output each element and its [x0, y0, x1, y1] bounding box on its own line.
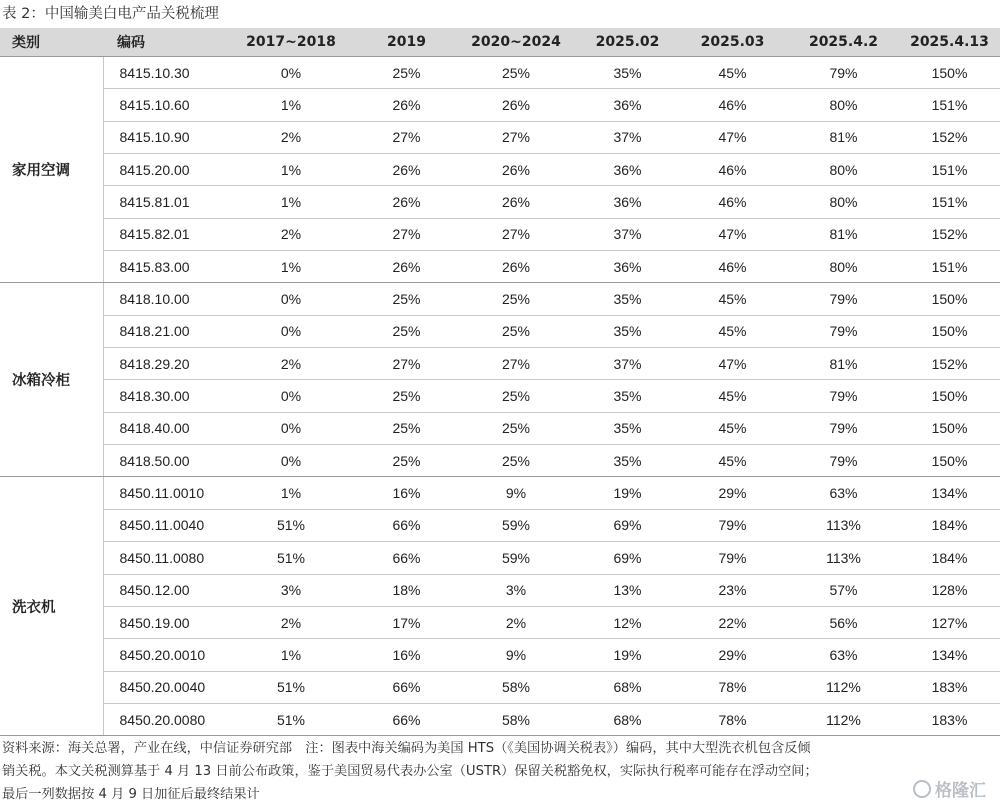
tariff-rate-cell: 68% [578, 703, 677, 735]
tariff-rate-cell: 25% [359, 445, 454, 477]
tariff-rate-cell: 80% [788, 89, 899, 121]
hts-code-cell: 8450.20.0080 [103, 703, 223, 735]
source-note [2, 737, 994, 806]
tariff-rate-cell: 47% [677, 348, 788, 380]
tariff-rate-cell: 0% [223, 412, 359, 444]
tariff-rate-cell: 150% [899, 315, 1000, 347]
tariff-rate-cell: 2% [223, 348, 359, 380]
table-row [0, 671, 1000, 703]
tariff-rate-cell: 184% [899, 542, 1000, 574]
tariff-rate-cell: 0% [223, 57, 359, 89]
tariff-rate-cell: 2% [223, 218, 359, 250]
tariff-rate-cell: 2% [454, 606, 578, 638]
tariff-rate-cell: 46% [677, 186, 788, 218]
tariff-rate-cell: 35% [578, 380, 677, 412]
tariff-rate-cell: 26% [454, 89, 578, 121]
tariff-rate-cell: 151% [899, 89, 1000, 121]
tariff-rate-cell: 47% [677, 121, 788, 153]
tariff-rate-cell: 27% [454, 121, 578, 153]
header-2019: 2019 [359, 28, 454, 57]
tariff-rate-cell: 22% [677, 606, 788, 638]
tariff-rate-cell: 27% [454, 348, 578, 380]
tariff-rate-cell: 183% [899, 671, 1000, 703]
tariff-rate-cell: 27% [359, 121, 454, 153]
header-row [0, 28, 1000, 57]
tariff-rate-cell: 25% [454, 283, 578, 315]
tariff-rate-cell: 25% [454, 380, 578, 412]
table-row [0, 380, 1000, 412]
tariff-rate-cell: 150% [899, 283, 1000, 315]
hts-code-cell: 8450.11.0040 [103, 509, 223, 541]
tariff-rate-cell: 1% [223, 251, 359, 283]
tariff-rate-cell: 12% [578, 606, 677, 638]
tariff-rate-cell: 45% [677, 380, 788, 412]
hts-code-cell: 8418.10.00 [103, 283, 223, 315]
tariff-rate-cell: 1% [223, 89, 359, 121]
table-row [0, 121, 1000, 153]
category-cell: 家用空调 [0, 57, 103, 283]
tariff-rate-cell: 37% [578, 218, 677, 250]
tariff-rate-cell: 152% [899, 121, 1000, 153]
tariff-rate-cell: 56% [788, 606, 899, 638]
tariff-rate-cell: 35% [578, 283, 677, 315]
hts-code-cell: 8450.11.0010 [103, 477, 223, 509]
tariff-rate-cell: 151% [899, 154, 1000, 186]
tariff-rate-cell: 51% [223, 671, 359, 703]
header-2025-4-13: 2025.4.13 [899, 28, 1000, 57]
tariff-rate-cell: 81% [788, 348, 899, 380]
tariff-rate-cell: 63% [788, 477, 899, 509]
tariff-rate-cell: 1% [223, 186, 359, 218]
tariff-rate-cell: 45% [677, 315, 788, 347]
tariff-rate-cell: 59% [454, 509, 578, 541]
tariff-rate-cell: 46% [677, 251, 788, 283]
tariff-rate-cell: 134% [899, 477, 1000, 509]
table-row [0, 57, 1000, 89]
tariff-rate-cell: 51% [223, 509, 359, 541]
tariff-rate-cell: 68% [578, 671, 677, 703]
tariff-rate-cell: 35% [578, 445, 677, 477]
tariff-rate-cell: 37% [578, 121, 677, 153]
tariff-rate-cell: 79% [788, 445, 899, 477]
table-row [0, 606, 1000, 638]
tariff-rate-cell: 51% [223, 542, 359, 574]
tariff-rate-cell: 26% [359, 251, 454, 283]
tariff-rate-cell: 26% [454, 154, 578, 186]
tariff-rate-cell: 36% [578, 89, 677, 121]
tariff-rate-cell: 184% [899, 509, 1000, 541]
hts-code-cell: 8450.19.00 [103, 606, 223, 638]
header-category: 类别 [0, 28, 103, 57]
table-row [0, 89, 1000, 121]
tariff-rate-cell: 151% [899, 186, 1000, 218]
tariff-rate-cell: 26% [454, 186, 578, 218]
table-row [0, 412, 1000, 444]
header-2025-4-2: 2025.4.2 [788, 28, 899, 57]
hts-code-cell: 8415.81.01 [103, 186, 223, 218]
tariff-rate-cell: 19% [578, 639, 677, 671]
tariff-rate-cell: 25% [359, 57, 454, 89]
tariff-rate-cell: 1% [223, 154, 359, 186]
tariff-rate-cell: 150% [899, 57, 1000, 89]
table-row [0, 348, 1000, 380]
tariff-rate-cell: 112% [788, 703, 899, 735]
table-row [0, 251, 1000, 283]
tariff-rate-cell: 2% [223, 121, 359, 153]
hts-code-cell: 8415.10.60 [103, 89, 223, 121]
tariff-rate-cell: 25% [454, 412, 578, 444]
tariff-rate-cell: 151% [899, 251, 1000, 283]
header-2017-2018: 2017~2018 [223, 28, 359, 57]
tariff-rate-cell: 51% [223, 703, 359, 735]
header-code: 编码 [103, 28, 223, 57]
tariff-rate-cell: 25% [454, 445, 578, 477]
tariff-rate-cell: 2% [223, 606, 359, 638]
tariff-rate-cell: 0% [223, 315, 359, 347]
tariff-rate-cell: 45% [677, 283, 788, 315]
hts-code-cell: 8418.29.20 [103, 348, 223, 380]
tariff-rate-cell: 36% [578, 251, 677, 283]
tariff-rate-cell: 0% [223, 445, 359, 477]
table-row [0, 218, 1000, 250]
tariff-rate-cell: 23% [677, 574, 788, 606]
tariff-rate-cell: 45% [677, 57, 788, 89]
note-line: 销关税。本文关税测算基于 4 月 13 日前公布政策，鉴于美国贸易代表办公室（USTR）保留关税豁免权，实际执行税率可能存在浮动空间； [2, 764, 818, 779]
hts-code-cell: 8418.21.00 [103, 315, 223, 347]
tariff-rate-cell: 29% [677, 639, 788, 671]
hts-code-cell: 8450.11.0080 [103, 542, 223, 574]
table-row [0, 315, 1000, 347]
tariff-rate-cell: 79% [677, 509, 788, 541]
tariff-rate-cell: 25% [359, 315, 454, 347]
tariff-rate-cell: 35% [578, 315, 677, 347]
tariff-rate-cell: 36% [578, 186, 677, 218]
tariff-rate-cell: 80% [788, 251, 899, 283]
hts-code-cell: 8415.10.90 [103, 121, 223, 153]
tariff-rate-cell: 78% [677, 703, 788, 735]
tariff-rate-cell: 27% [359, 218, 454, 250]
tariff-rate-cell: 25% [359, 283, 454, 315]
table-row [0, 283, 1000, 315]
watermark-logo-icon [913, 780, 931, 798]
tariff-rate-cell: 26% [359, 154, 454, 186]
tariff-rate-cell: 9% [454, 477, 578, 509]
tariff-rate-cell: 59% [454, 542, 578, 574]
tariff-rate-cell: 79% [788, 380, 899, 412]
tariff-rate-cell: 26% [454, 251, 578, 283]
tariff-rate-cell: 150% [899, 412, 1000, 444]
header-2025-02: 2025.02 [578, 28, 677, 57]
category-cell: 洗衣机 [0, 477, 103, 736]
table-title: 表 2：中国输美白电产品关税梳理 [2, 6, 219, 22]
table-row [0, 542, 1000, 574]
tariff-rate-cell: 58% [454, 671, 578, 703]
tariff-rate-cell: 1% [223, 639, 359, 671]
tariff-rate-cell: 13% [578, 574, 677, 606]
tariff-rate-cell: 47% [677, 218, 788, 250]
tariff-rate-cell: 37% [578, 348, 677, 380]
tariff-rate-cell: 9% [454, 639, 578, 671]
table-row [0, 186, 1000, 218]
tariff-rate-cell: 183% [899, 703, 1000, 735]
tariff-rate-cell: 3% [223, 574, 359, 606]
hts-code-cell: 8450.20.0010 [103, 639, 223, 671]
table-row [0, 509, 1000, 541]
tariff-rate-cell: 79% [788, 283, 899, 315]
tariff-rate-cell: 16% [359, 477, 454, 509]
tariff-rate-cell: 29% [677, 477, 788, 509]
tariff-rate-cell: 150% [899, 380, 1000, 412]
tariff-rate-cell: 25% [359, 380, 454, 412]
hts-code-cell: 8415.82.01 [103, 218, 223, 250]
tariff-rate-cell: 66% [359, 509, 454, 541]
header-2025-03: 2025.03 [677, 28, 788, 57]
tariff-rate-cell: 27% [454, 218, 578, 250]
tariff-rate-cell: 26% [359, 89, 454, 121]
tariff-rate-cell: 36% [578, 154, 677, 186]
tariff-rate-cell: 79% [788, 412, 899, 444]
tariff-rate-cell: 79% [788, 57, 899, 89]
watermark [913, 776, 986, 801]
tariff-rate-cell: 79% [788, 315, 899, 347]
tariff-rate-cell: 46% [677, 154, 788, 186]
tariff-rate-cell: 58% [454, 703, 578, 735]
table-row [0, 574, 1000, 606]
hts-code-cell: 8418.40.00 [103, 412, 223, 444]
table-body [0, 57, 1000, 736]
note-line: 最后一列数据按 4 月 9 日加征后最终结果计 [2, 787, 260, 802]
hts-code-cell: 8418.50.00 [103, 445, 223, 477]
tariff-rate-cell: 66% [359, 542, 454, 574]
table-row [0, 154, 1000, 186]
tariff-rate-cell: 112% [788, 671, 899, 703]
hts-code-cell: 8415.10.30 [103, 57, 223, 89]
hts-code-cell: 8450.20.0040 [103, 671, 223, 703]
table-row [0, 639, 1000, 671]
tariff-rate-cell: 25% [454, 57, 578, 89]
watermark-text: 格隆汇 [935, 781, 986, 801]
hts-code-cell: 8415.20.00 [103, 154, 223, 186]
tariff-rate-cell: 81% [788, 121, 899, 153]
tariff-rate-cell: 66% [359, 671, 454, 703]
tariff-rate-cell: 25% [359, 412, 454, 444]
tariff-rate-cell: 0% [223, 380, 359, 412]
tariff-rate-cell: 79% [677, 542, 788, 574]
tariff-rate-cell: 80% [788, 154, 899, 186]
table-row [0, 703, 1000, 735]
tariff-rate-cell: 81% [788, 218, 899, 250]
tariff-rate-cell: 69% [578, 542, 677, 574]
tariff-rate-cell: 17% [359, 606, 454, 638]
tariff-rate-cell: 152% [899, 348, 1000, 380]
tariff-rate-cell: 0% [223, 283, 359, 315]
tariff-rate-cell: 150% [899, 445, 1000, 477]
tariff-rate-cell: 113% [788, 509, 899, 541]
tariff-rate-cell: 134% [899, 639, 1000, 671]
tariff-rate-cell: 35% [578, 57, 677, 89]
header-2020-2024: 2020~2024 [454, 28, 578, 57]
tariff-rate-cell: 80% [788, 186, 899, 218]
tariff-rate-cell: 35% [578, 412, 677, 444]
table-row [0, 445, 1000, 477]
category-cell: 冰箱冷柜 [0, 283, 103, 477]
tariff-table [0, 28, 1000, 736]
note-line: 资料来源：海关总署，产业在线，中信证券研究部 注：图表中海关编码为美国 HTS（《美国协调关税表》）编码，其中大型洗衣机包含反倾 [2, 741, 811, 756]
tariff-rate-cell: 128% [899, 574, 1000, 606]
tariff-rate-cell: 152% [899, 218, 1000, 250]
tariff-rate-cell: 113% [788, 542, 899, 574]
tariff-rate-cell: 63% [788, 639, 899, 671]
table-row [0, 477, 1000, 509]
tariff-rate-cell: 1% [223, 477, 359, 509]
tariff-rate-cell: 26% [359, 186, 454, 218]
tariff-rate-cell: 16% [359, 639, 454, 671]
tariff-rate-cell: 127% [899, 606, 1000, 638]
hts-code-cell: 8418.30.00 [103, 380, 223, 412]
tariff-rate-cell: 19% [578, 477, 677, 509]
tariff-rate-cell: 45% [677, 412, 788, 444]
tariff-rate-cell: 78% [677, 671, 788, 703]
tariff-rate-cell: 25% [454, 315, 578, 347]
tariff-rate-cell: 45% [677, 445, 788, 477]
tariff-rate-cell: 18% [359, 574, 454, 606]
tariff-rate-cell: 27% [359, 348, 454, 380]
tariff-rate-cell: 46% [677, 89, 788, 121]
tariff-rate-cell: 69% [578, 509, 677, 541]
tariff-rate-cell: 3% [454, 574, 578, 606]
hts-code-cell: 8450.12.00 [103, 574, 223, 606]
tariff-rate-cell: 66% [359, 703, 454, 735]
hts-code-cell: 8415.83.00 [103, 251, 223, 283]
tariff-rate-cell: 57% [788, 574, 899, 606]
